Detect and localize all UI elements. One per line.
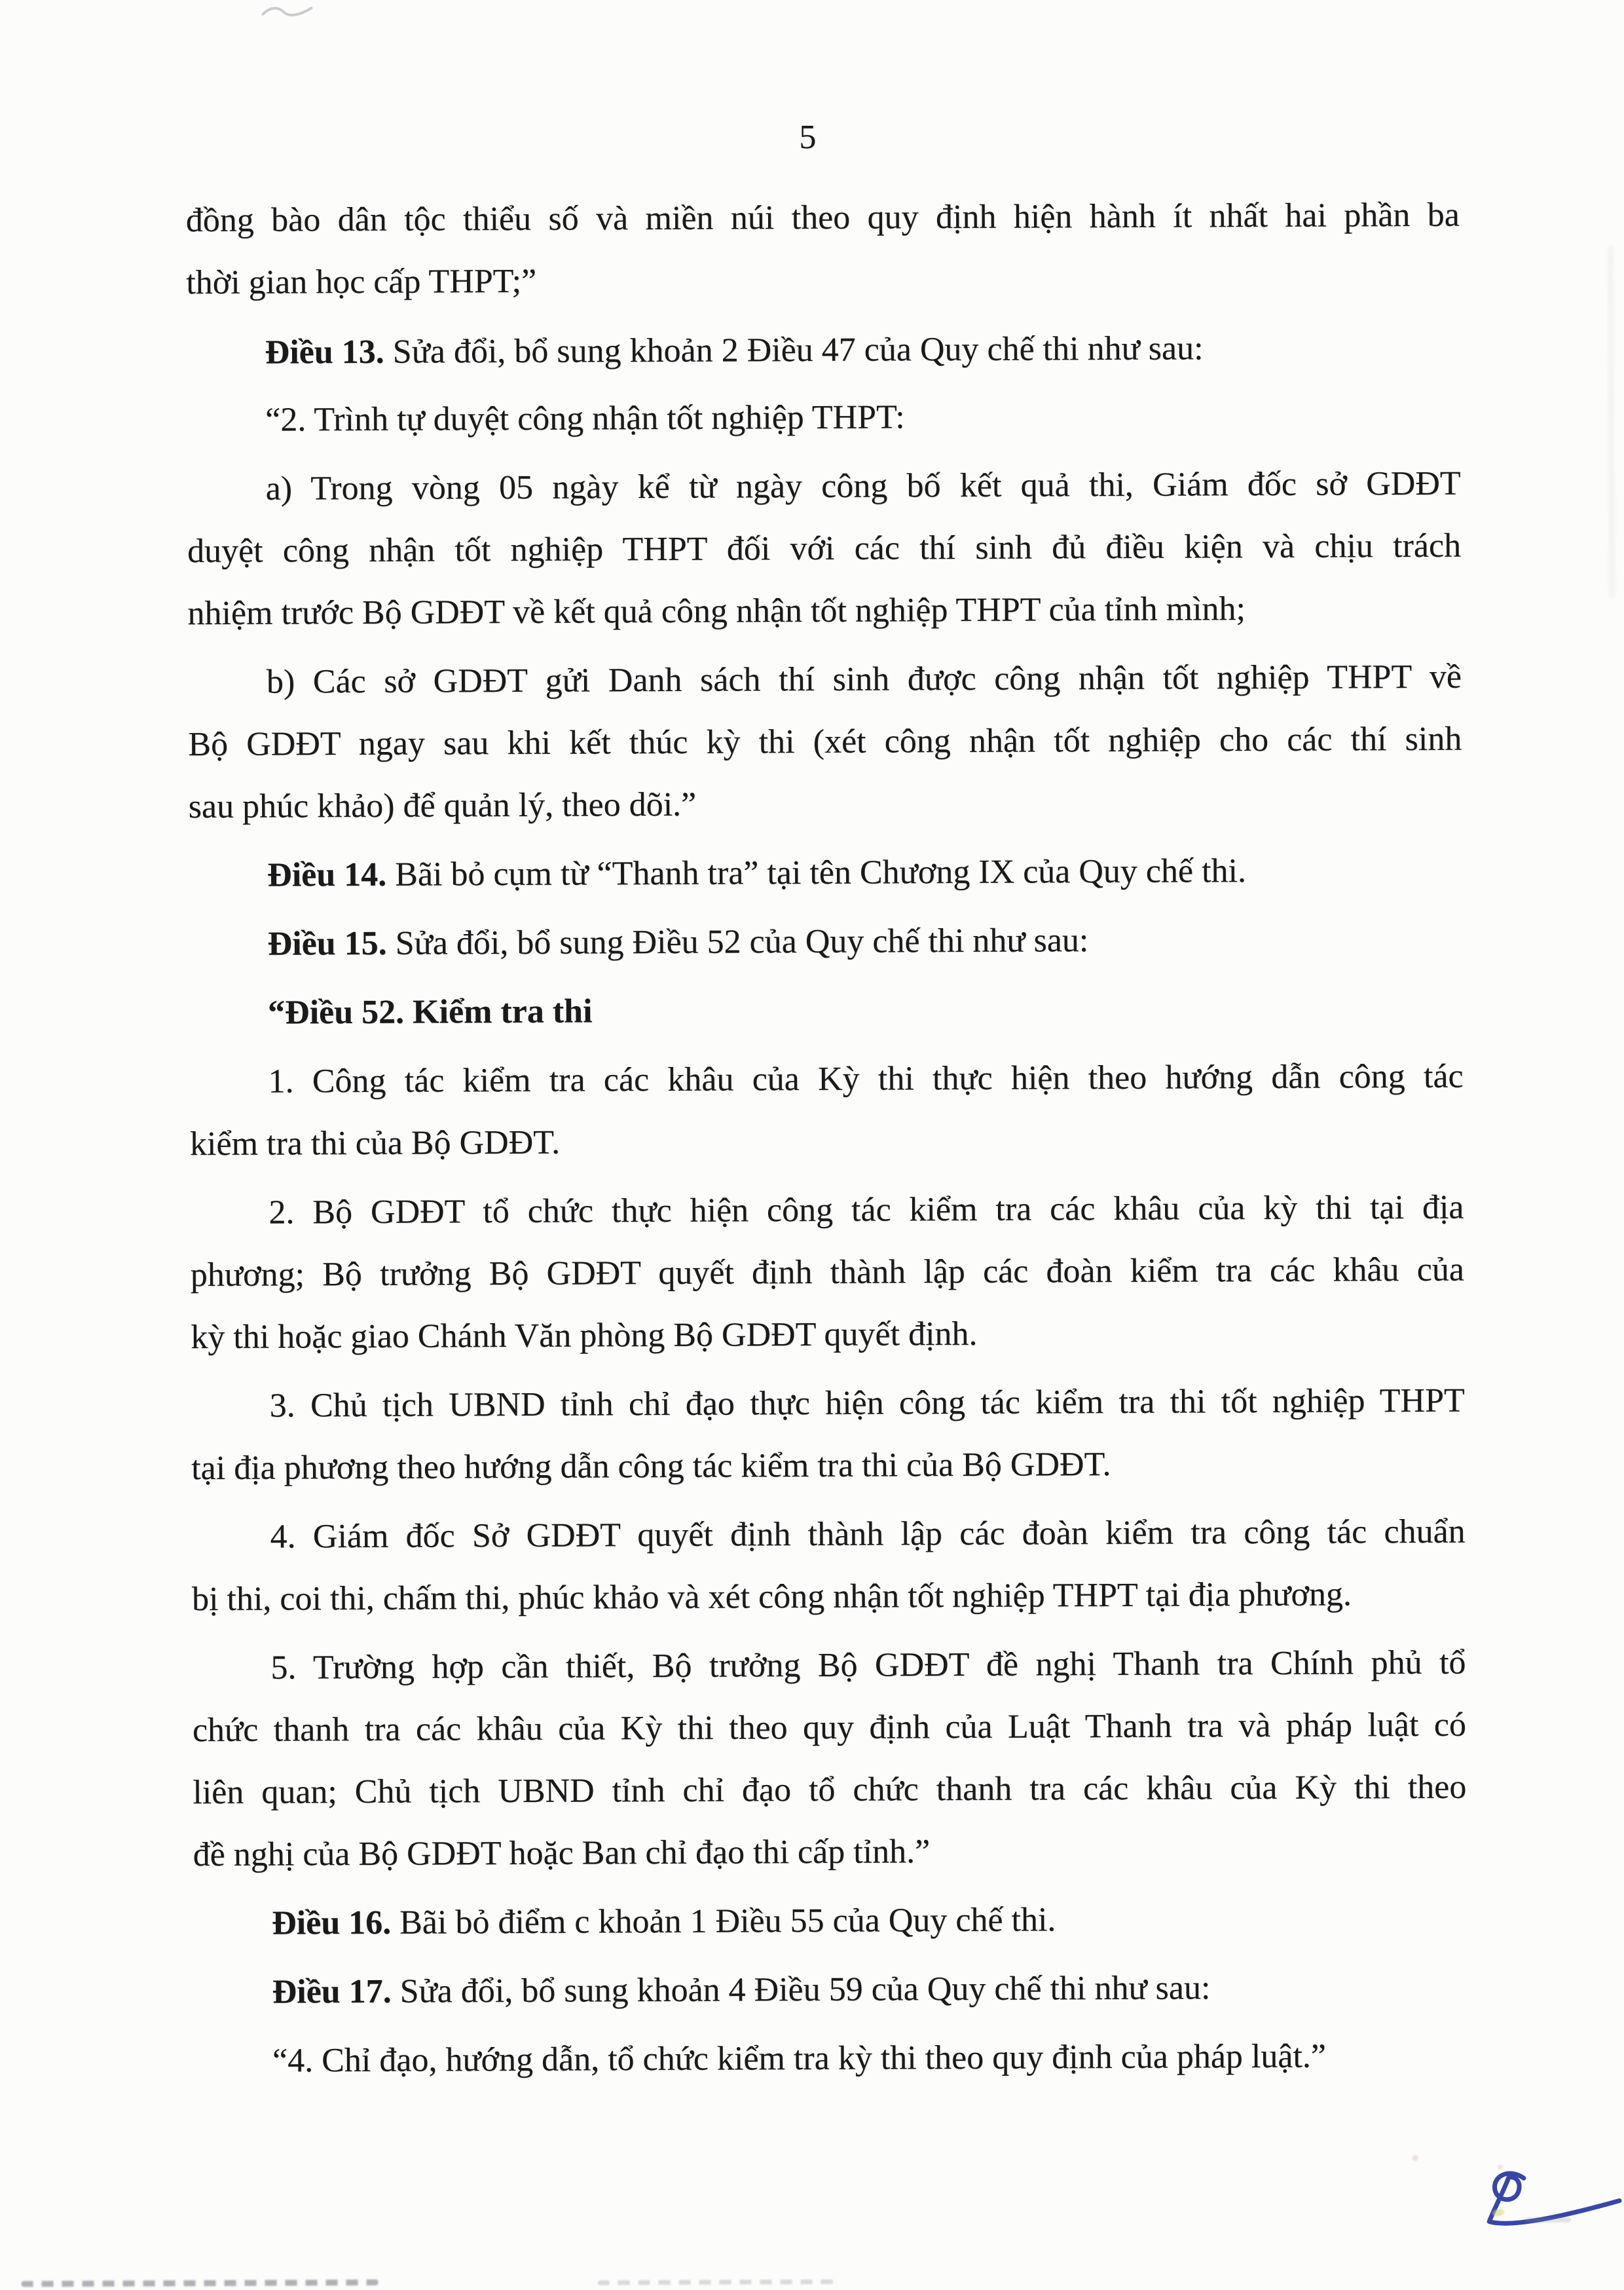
text-run: chức thanh tra các khâu của Kỳ thi theo quy định của Luật Thanh tra và pháp luật có bbox=[192, 1706, 1466, 1750]
paragraph-d13 bbox=[187, 316, 1460, 384]
scan-speckle-band bbox=[598, 2280, 834, 2285]
text-line bbox=[186, 184, 1460, 252]
text-run: Bãi bỏ điểm c khoản 1 Điều 55 của Quy chế thi. bbox=[391, 1901, 1056, 1942]
bold-run: Điều 15. bbox=[267, 924, 387, 963]
text-line bbox=[193, 1818, 1467, 1886]
text-run: 3. Chủ tịch UBND tỉnh chỉ đạo thực hiện công tác kiểm tra thi tốt nghiệp THPT bbox=[269, 1381, 1465, 1425]
text-run: thời gian học cấp THPT;” bbox=[186, 262, 537, 302]
text-line bbox=[187, 384, 1460, 451]
text-line bbox=[189, 908, 1462, 975]
text-line bbox=[188, 646, 1462, 713]
text-line bbox=[193, 1694, 1466, 1761]
text-line bbox=[187, 577, 1461, 645]
text-line bbox=[191, 1370, 1465, 1437]
text-run: “4. Chỉ đạo, hướng dẫn, tổ chức kiểm tra kỳ thi theo quy định của pháp luật.” bbox=[272, 2037, 1327, 2080]
text-run: Sửa đổi, bổ sung khoản 4 Điều 59 của Quy chế thi như sau: bbox=[391, 1969, 1211, 2010]
paragraph-pa bbox=[187, 453, 1461, 645]
text-line bbox=[189, 839, 1462, 907]
scan-edge-smudge bbox=[1608, 246, 1614, 599]
text-line bbox=[192, 1563, 1466, 1630]
bold-run: Điều 17. bbox=[272, 1972, 392, 2011]
text-run: tại địa phương theo hướng dẫn công tác kiểm tra thi của Bộ GDĐT. bbox=[191, 1446, 1111, 1488]
scan-speckle-band bbox=[22, 2280, 378, 2287]
scan-speck bbox=[1498, 2164, 1503, 2169]
text-run: bị thi, coi thi, chấm thi, phúc khảo và xét công nhận tốt nghiệp THPT tại địa phương. bbox=[191, 1575, 1352, 1619]
text-line bbox=[190, 1108, 1464, 1175]
text-line bbox=[193, 1756, 1466, 1824]
text-line bbox=[191, 1301, 1464, 1368]
text-run: phương; Bộ trưởng Bộ GDĐT quyết định thành lập các đoàn kiểm tra các khâu của bbox=[190, 1250, 1464, 1294]
text-run: duyệt công nhận tốt nghiệp THPT đối với các thí sinh đủ điều kiện và chịu trách bbox=[187, 527, 1462, 571]
text-run: Bộ GDĐT ngay sau khi kết thúc kỳ thi (xét công nhận tốt nghiệp cho các thí sinh bbox=[188, 720, 1462, 764]
text-run: kỳ thi hoặc giao Chánh Văn phòng Bộ GDĐT quyết định. bbox=[191, 1315, 978, 1357]
bold-run: Điều 14. bbox=[267, 855, 387, 894]
text-line bbox=[193, 1956, 1467, 2023]
text-line bbox=[187, 316, 1460, 384]
text-run: b) Các sở GDĐT gửi Danh sách thí sinh được công nhận tốt nghiệp THPT về bbox=[266, 658, 1462, 701]
text-line bbox=[189, 1045, 1463, 1113]
scan-speck bbox=[1412, 2155, 1418, 2161]
text-line bbox=[187, 453, 1460, 520]
text-line bbox=[189, 770, 1462, 838]
text-line bbox=[191, 1239, 1464, 1306]
bold-run: “Điều 52. Kiểm tra thi bbox=[267, 992, 593, 1032]
page-number: 5 bbox=[799, 118, 817, 157]
paragraph-q4 bbox=[194, 2025, 1467, 2092]
scan-speck bbox=[1525, 2217, 1571, 2223]
text-line bbox=[191, 1501, 1465, 1568]
paragraph-i3 bbox=[191, 1370, 1466, 1499]
paragraph-d14 bbox=[189, 839, 1462, 907]
text-line bbox=[190, 1176, 1464, 1244]
paragraph-i5 bbox=[192, 1632, 1467, 1886]
text-line bbox=[186, 246, 1460, 314]
paragraph-q2 bbox=[187, 384, 1460, 451]
bold-run: Điều 13. bbox=[265, 333, 384, 371]
text-run: Sửa đổi, bổ sung Điều 52 của Quy chế thi như sau: bbox=[386, 922, 1089, 962]
text-run: đồng bào dân tộc thiểu số và miền núi theo quy định hiện hành ít nhất hai phần ba bbox=[185, 196, 1460, 240]
text-run: 5. Trường hợp cần thiết, Bộ trưởng Bộ GDĐT đề nghị Thanh tra Chính phủ tổ bbox=[270, 1643, 1466, 1687]
paragraph-p1 bbox=[186, 184, 1460, 314]
paragraph-i1 bbox=[189, 1045, 1464, 1175]
text-run: sau phúc khảo) để quản lý, theo dõi.” bbox=[188, 785, 697, 826]
text-run: a) Trong vòng 05 ngày kể từ ngày công bố kết quả thi, Giám đốc sở GDĐT bbox=[265, 464, 1461, 508]
text-line bbox=[188, 708, 1462, 776]
text-run: 1. Công tác kiểm tra các khâu của Kỳ thi thực hiện theo hướng dẫn công tác bbox=[268, 1057, 1464, 1100]
paragraph-i2 bbox=[190, 1176, 1464, 1368]
paragraph-d16 bbox=[193, 1887, 1467, 1955]
text-run: nhiệm trước Bộ GDĐT về kết quả công nhận tốt nghiệp THPT của tỉnh mình; bbox=[187, 590, 1246, 633]
paragraph-pb bbox=[188, 646, 1462, 838]
text-line bbox=[191, 1432, 1465, 1499]
text-run: kiểm tra thi của Bộ GDĐT. bbox=[189, 1123, 561, 1163]
text-run: 4. Giám đốc Sở GDĐT quyết định thành lập các đoàn kiểm tra công tác chuẩn bbox=[270, 1512, 1466, 1556]
text-run: Sửa đổi, bổ sung khoản 2 Điều 47 của Quy chế thi như sau: bbox=[384, 329, 1204, 371]
scan-smudge-squiggle bbox=[260, 3, 316, 20]
text-line bbox=[192, 1632, 1466, 1699]
bold-run: Điều 16. bbox=[272, 1904, 392, 1942]
text-run: 2. Bộ GDĐT tổ chức thực hiện công tác kiểm tra các khâu của kỳ thi tại địa bbox=[268, 1188, 1464, 1231]
paragraph-i4 bbox=[191, 1501, 1466, 1630]
text-line bbox=[193, 1887, 1467, 1955]
text-run: liên quan; Chủ tịch UBND tỉnh chỉ đạo tổ chức thanh tra các khâu của Kỳ thi theo bbox=[193, 1768, 1467, 1812]
text-line bbox=[194, 2025, 1467, 2092]
text-run: Bãi bỏ cụm từ “Thanh tra” tại tên Chương IX của Quy chế thi. bbox=[386, 852, 1247, 893]
text-line bbox=[189, 977, 1463, 1044]
paragraph-d17 bbox=[193, 1956, 1467, 2023]
text-run: đề nghị của Bộ GDĐT hoặc Ban chỉ đạo thi cấp tỉnh.” bbox=[193, 1833, 931, 1874]
paragraph-d15 bbox=[189, 908, 1462, 975]
paragraph-d52 bbox=[189, 977, 1463, 1044]
text-line bbox=[187, 515, 1461, 582]
text-run: “2. Trình tự duyệt công nhận tốt nghiệp THPT: bbox=[265, 398, 905, 439]
